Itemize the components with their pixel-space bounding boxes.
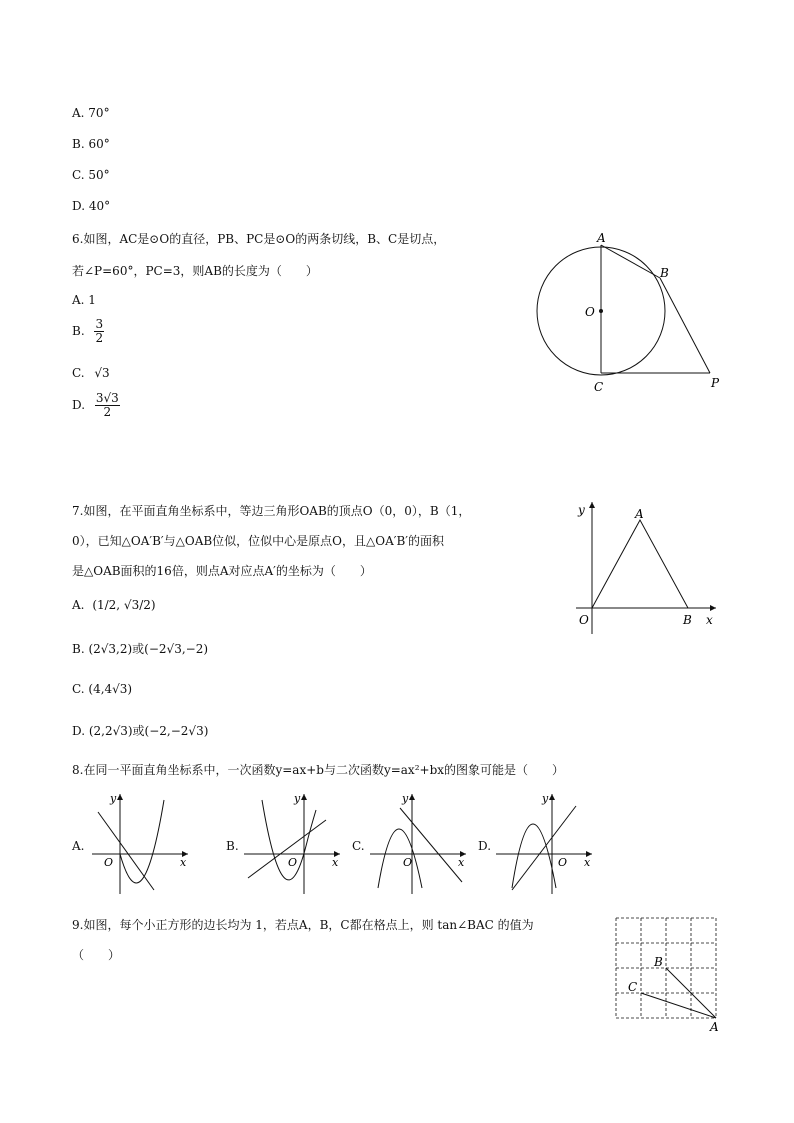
q8-a-parabola bbox=[120, 800, 164, 883]
q6-option-b-fraction bbox=[94, 318, 104, 344]
q8-c-label-x: x bbox=[458, 856, 465, 869]
q8-d-parabola bbox=[512, 824, 556, 888]
q8-a-label-y: y bbox=[110, 792, 117, 805]
q6-label-a: A bbox=[597, 231, 606, 245]
q8-graph-c bbox=[366, 790, 476, 895]
q6-option-d bbox=[72, 392, 120, 418]
q6-tangent-pb bbox=[660, 278, 710, 373]
q8-stem: 8.在同一平面直角坐标系中，一次函数y=ax+b与二次函数y=ax²+bx的图象可能是（ ） bbox=[72, 763, 565, 777]
q8-a-label-o: O bbox=[104, 856, 114, 869]
q8-option-d-label: D. bbox=[478, 839, 492, 853]
q6-label-p: P bbox=[711, 376, 720, 390]
q8-a-label-x: x bbox=[180, 856, 187, 869]
q7-label-x: x bbox=[706, 613, 713, 627]
q6-option-d-denominator: 2 bbox=[103, 404, 112, 419]
q8-graph-d bbox=[492, 790, 602, 895]
q6-option-b-prefix: B. bbox=[72, 324, 85, 339]
q7-label-o: O bbox=[579, 613, 589, 627]
q6-stem-line2: 若∠P=60°，PC=3，则AB的长度为（ ） bbox=[72, 264, 318, 278]
q7-option-a bbox=[72, 598, 156, 612]
q8-graph-b bbox=[240, 790, 350, 895]
q7-option-c: C. (4,4√3) bbox=[72, 682, 133, 696]
q6-option-a: A. 1 bbox=[72, 293, 96, 307]
q8-d-label-x: x bbox=[584, 856, 591, 869]
q6-label-o: O bbox=[585, 305, 595, 319]
q6-option-c bbox=[72, 366, 110, 380]
q8-option-b-label: B. bbox=[226, 839, 239, 853]
q5-option-d: D. 40° bbox=[72, 199, 111, 213]
q6-label-b: B bbox=[660, 266, 669, 280]
q7-option-d: D. (2,2√3)或(−2,−2√3) bbox=[72, 724, 209, 738]
q8-c-label-y: y bbox=[402, 792, 409, 805]
q6-option-b-denominator: 2 bbox=[95, 330, 104, 345]
q8-b-label-y: y bbox=[294, 792, 301, 805]
q8-d-label-o: O bbox=[558, 856, 568, 869]
q6-option-c-value: √3 bbox=[94, 366, 110, 380]
q7-stem-line3: 是△OAB面积的16倍，则点A对应点A′的坐标为（ ） bbox=[72, 564, 372, 578]
q9-label-b: B bbox=[654, 955, 663, 969]
q6-option-c-prefix: C. bbox=[72, 366, 85, 380]
q8-c-label-o: O bbox=[403, 856, 413, 869]
q7-label-a: A bbox=[635, 507, 644, 521]
q5-option-c: C. 50° bbox=[72, 168, 110, 182]
q6-segment-ab bbox=[601, 245, 660, 278]
q6-figure bbox=[530, 228, 730, 398]
q7-option-b: B. (2√3,2)或(−2√3,−2) bbox=[72, 642, 209, 656]
q6-option-b bbox=[72, 318, 104, 344]
q8-b-line bbox=[248, 820, 326, 878]
q8-c-line bbox=[400, 808, 462, 882]
q8-option-a-label: A. bbox=[72, 839, 85, 853]
q8-b-label-o: O bbox=[288, 856, 298, 869]
q8-c-parabola bbox=[378, 829, 422, 888]
q8-graph-a bbox=[88, 790, 198, 895]
q8-d-line bbox=[512, 806, 576, 890]
q6-option-d-prefix: D. bbox=[72, 398, 86, 413]
q7-stem-line1: 7.如图，在平面直角坐标系中，等边三角形OAB的顶点O（0，0），B（1， bbox=[72, 504, 471, 518]
q7-option-a-value: (1/2, √3/2) bbox=[92, 598, 156, 612]
q9-stem-line2: （ ） bbox=[72, 948, 121, 962]
q9-stem-line1: 9.如图，每个小正方形的边长均为 1，若点A，B，C都在格点上，则 tan∠BAC 的值为 bbox=[72, 918, 534, 932]
q9-label-c: C bbox=[628, 980, 638, 994]
q9-segment-ac bbox=[641, 993, 716, 1018]
q5-option-b: B. 60° bbox=[72, 137, 110, 151]
q8-b-label-x: x bbox=[332, 856, 339, 869]
q6-option-d-numerator: 3√3 bbox=[95, 391, 119, 405]
q6-option-d-fraction bbox=[95, 392, 120, 418]
q5-option-a: A. 70° bbox=[72, 106, 110, 120]
q9-label-a: A bbox=[710, 1020, 719, 1034]
q7-label-b: B bbox=[683, 613, 692, 627]
q8-option-c-label: C. bbox=[352, 839, 365, 853]
q7-figure bbox=[570, 496, 730, 636]
q6-center-dot bbox=[599, 309, 603, 313]
q7-label-y: y bbox=[578, 503, 585, 517]
q7-option-a-prefix: A. bbox=[72, 598, 85, 612]
q8-d-label-y: y bbox=[542, 792, 549, 805]
q6-label-c: C bbox=[594, 380, 604, 394]
q7-triangle-oab bbox=[592, 520, 688, 608]
q6-stem-line1: 6.如图，AC是⊙O的直径，PB、PC是⊙O的两条切线，B、C是切点， bbox=[72, 232, 446, 246]
q8-a-line bbox=[98, 812, 154, 890]
q7-stem-line2: 0），已知△OA′B′与△OAB位似，位似中心是原点O，且△OA′B′的面积 bbox=[72, 534, 445, 548]
q9-figure bbox=[606, 910, 732, 1034]
q6-option-b-numerator: 3 bbox=[95, 317, 104, 331]
